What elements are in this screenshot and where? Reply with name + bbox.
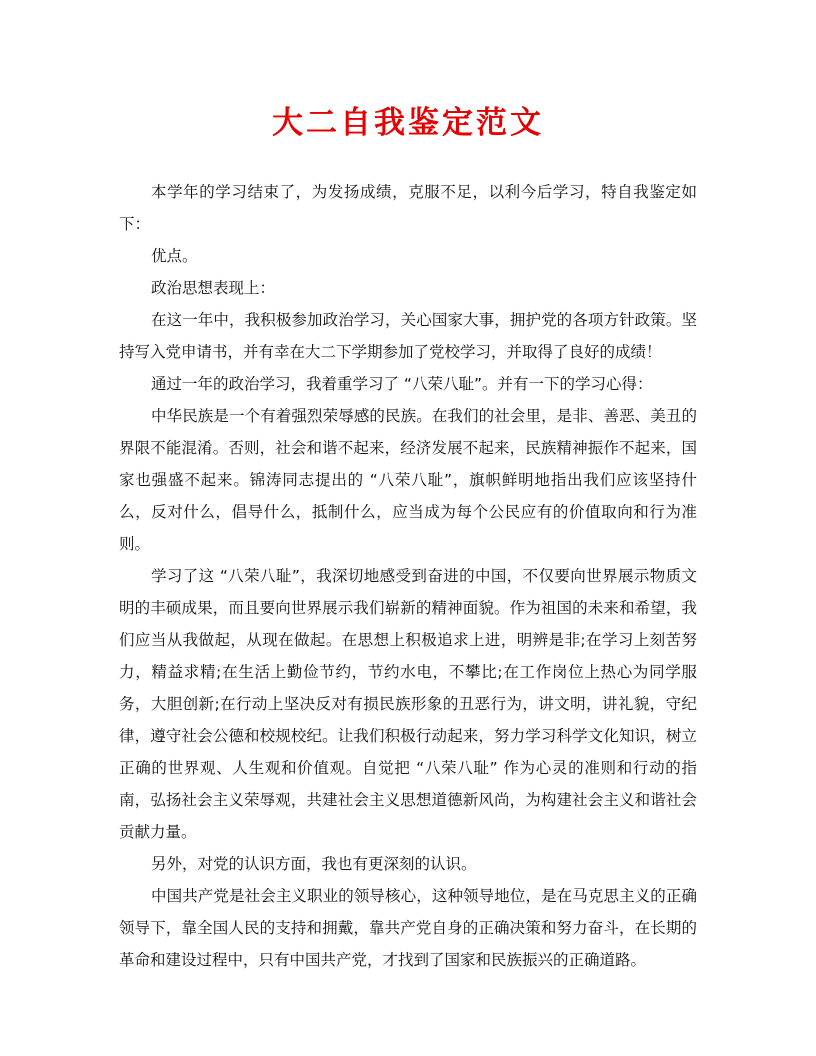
paragraph-eight-honors-intro: 通过一年的政治学习，我着重学习了 “八荣八耻”。并有一下的学习心得： — [151, 375, 653, 393]
document-body — [119, 176, 697, 976]
paragraph-intro: 本学年的学习结束了，为发扬成绩，克服不足，以利今后学习，特自我鉴定如下： — [119, 183, 697, 233]
paragraph-party-leadership: 中国共产党是社会主义职业的领导核心，这种领导地位，是在马克思主义的正确领导下，靠全国人民的支持和拥戴，靠共产党自身的正确决策和努力奋斗，在长期的革命和建设过程中，只有中国共产党，才找到了国家和民族振兴的正确道路。 — [119, 887, 697, 969]
paragraph-national-honor: 中华民族是一个有着强烈荣辱感的民族。在我们的社会里，是非、善恶、美丑的界限不能混淆。否则，社会和谐不起来，经济发展不起来，民族精神振作不起来，国家也强盛不起来。锦涛同志提出的 “八荣八耻”，旗帜鲜明地指出我们应该坚持什么，反对什么，倡导什么，抵制什么，应当成为每个公民应有的价值取向和行为准则。 — [119, 407, 697, 553]
paragraph-political-heading: 政治思想表现上： — [151, 279, 276, 297]
paragraph-eight-honors-reflection: 学习了这 “八荣八耻”，我深切地感受到奋进的中国，不仅要向世界展示物质文明的丰硕成果，而且要向世界展示我们崭新的精神面貌。作为祖国的未来和希望，我们应当从我做起，从现在做起。在思想上积极追求上进，明辨是非;在学习上刻苦努力，精益求精;在生活上勤俭节约，节约水电，不攀比;在工作岗位上热心为同学服务，大胆创新;在行动上坚决反对有损民族形象的丑恶行为，讲文明，讲礼貌，守纪律，遵守社会公德和校规校纪。让我们积极行动起来，努力学习科学文化知识，树立正确的世界观、人生观和价值观。自觉把 “八荣八耻” 作为心灵的准则和行动的指南，弘扬社会主义荣辱观，共建社会主义思想道德新风尚，为构建社会主义和谐社会贡献力量。 — [119, 567, 697, 841]
paragraph-political-study: 在这一年中，我积极参加政治学习，关心国家大事，拥护党的各项方针政策。坚持写入党申请书，并有幸在大二下学期参加了党校学习，并取得了良好的成绩！ — [119, 311, 697, 361]
paragraph-strengths: 优点。 — [151, 247, 198, 265]
page-title: 大二自我鉴定范文 — [272, 105, 544, 141]
paragraph-party-understanding: 另外，对党的认识方面，我也有更深刻的认识。 — [151, 855, 477, 873]
